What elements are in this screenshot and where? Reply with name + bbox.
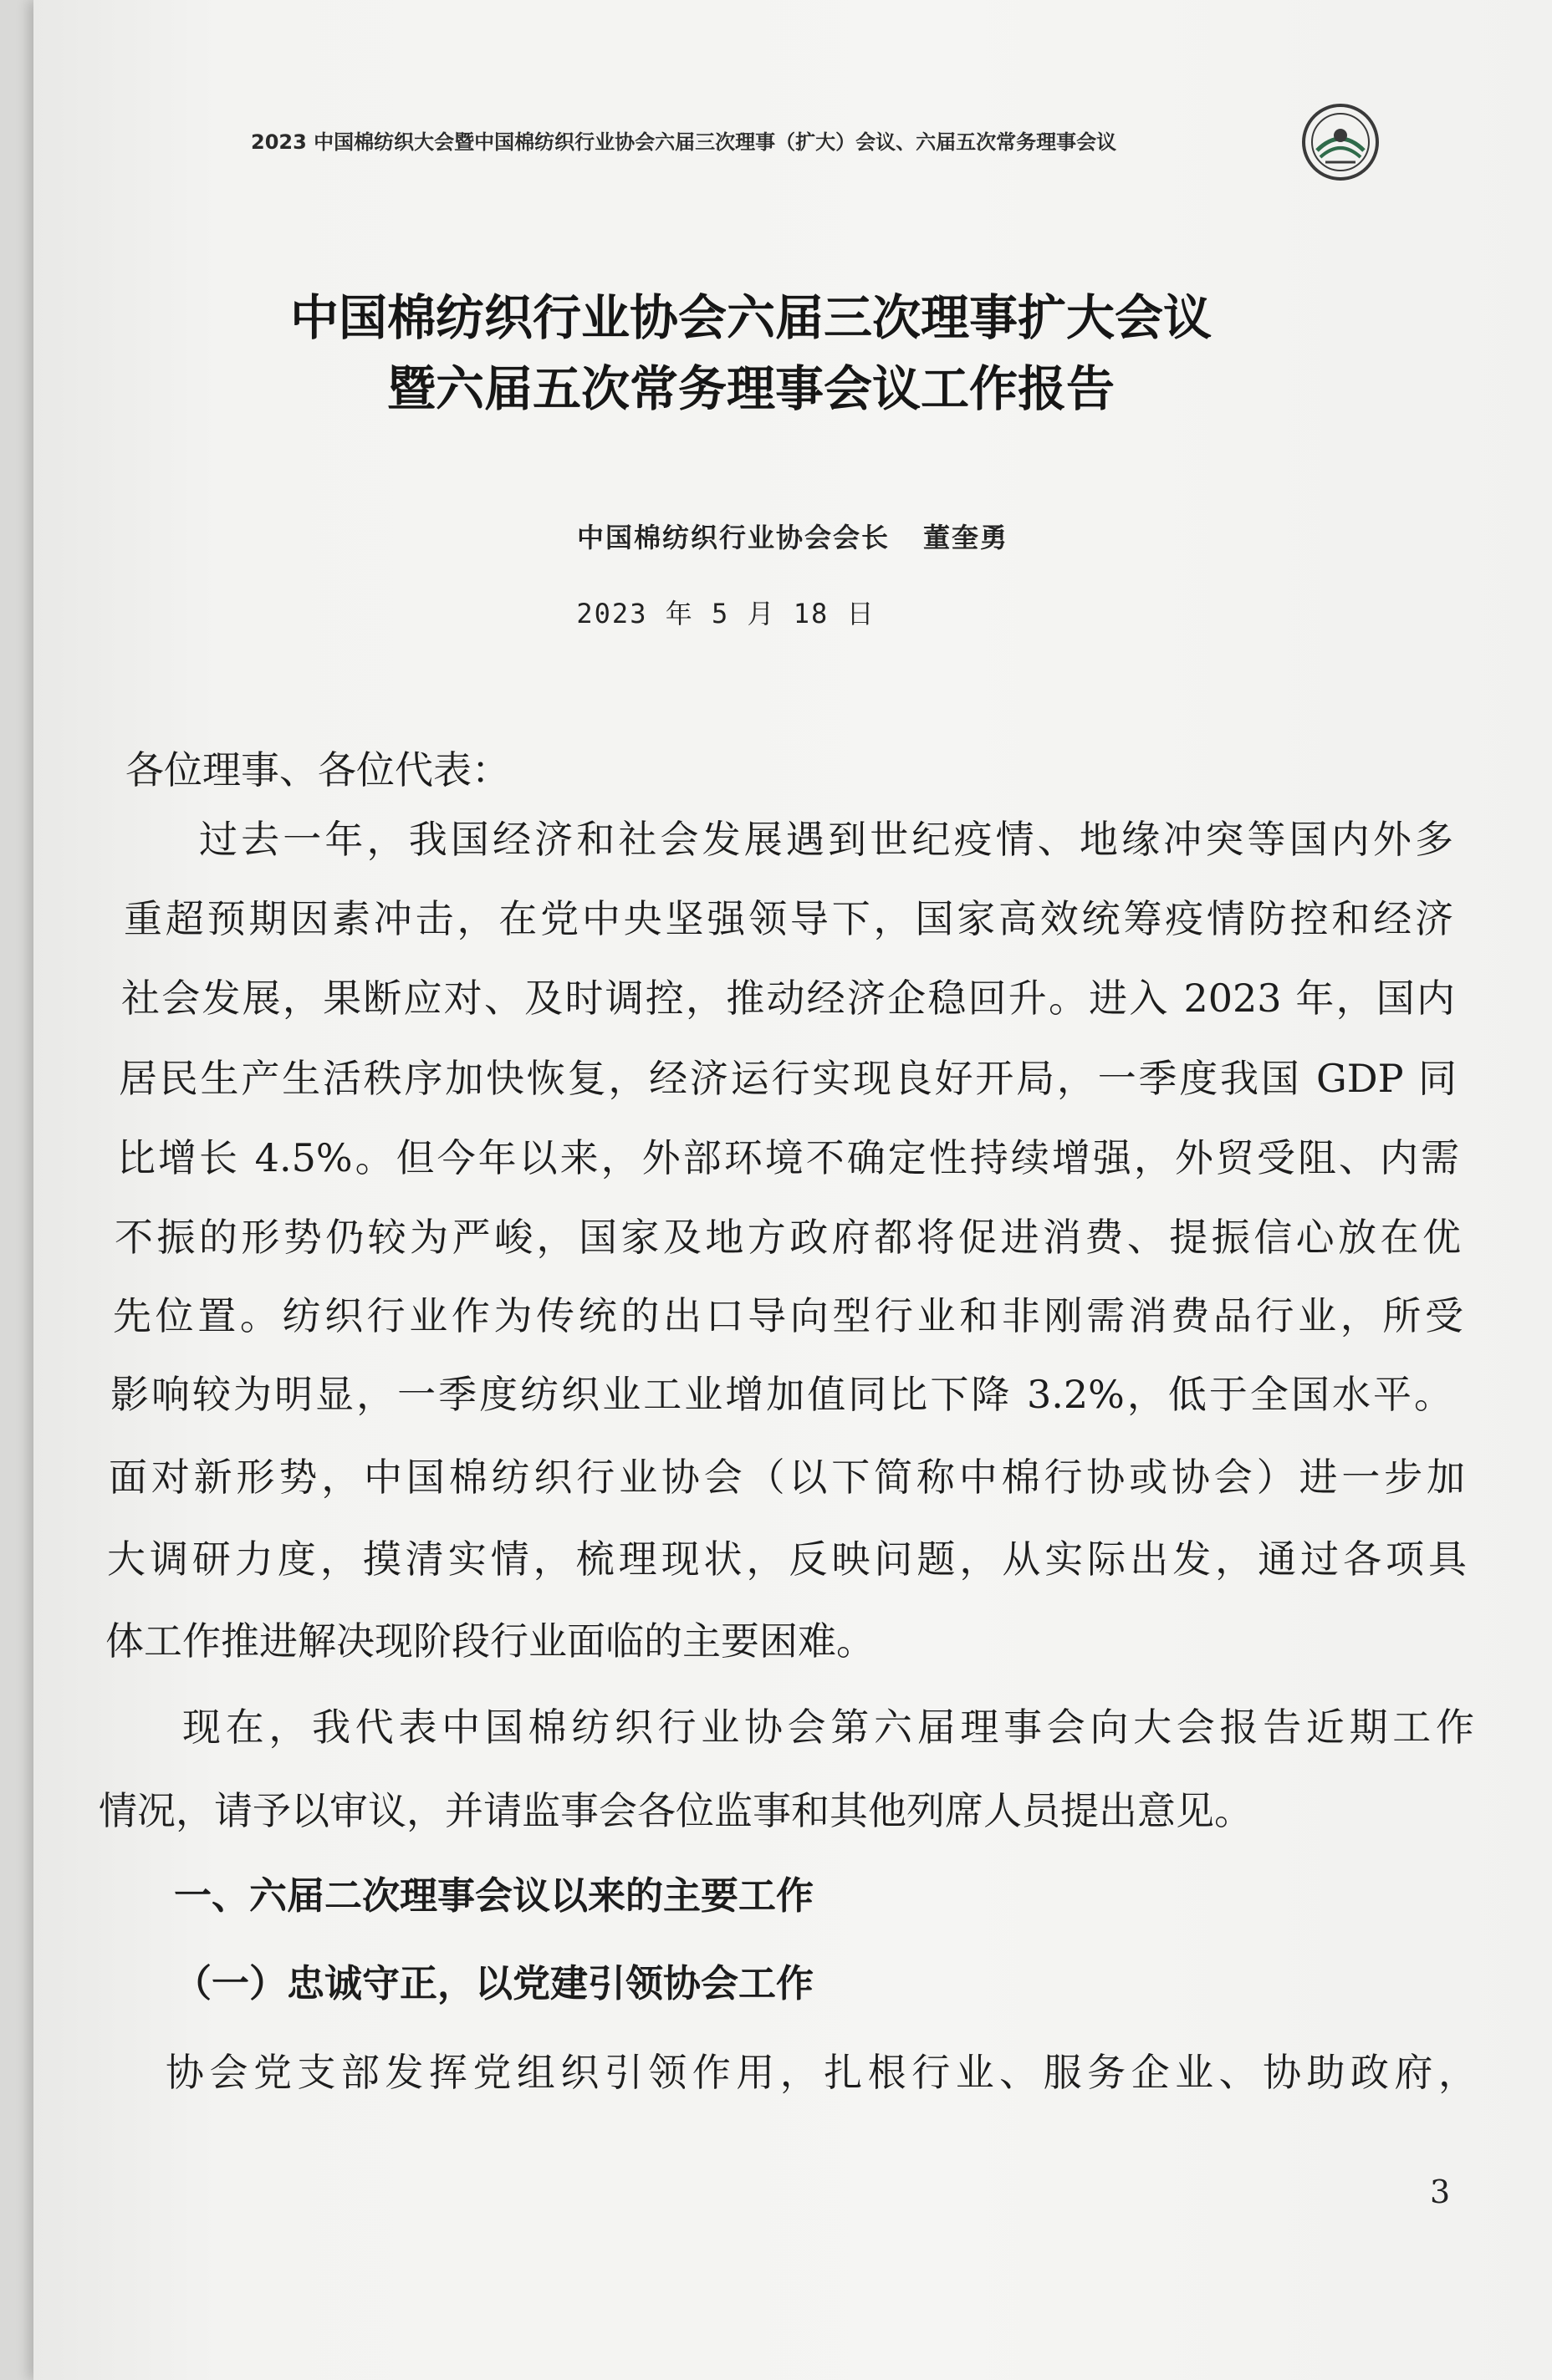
paragraph1-line-7: 先位置。纺织行业作为传统的出口导向型行业和非刚需消费品行业，所受 [113,1297,1463,1338]
paragraph1-line-11: 体工作推进解决现阶段行业面临的主要困难。 [105,1618,875,1664]
report-title-line-2: 暨六届五次常务理事会议工作报告 [386,360,1115,417]
paragraph1-line-3: 社会发展，果断应对、及时调控，推动经济企稳回升。进入 2023 年，国内 [121,979,1455,1021]
author-position: 中国棉纺织行业协会会长 [576,522,890,553]
paragraph1-line-1: 过去一年，我国经济和社会发展遇到世纪疫情、地缘冲突等国内外多 [199,820,1453,862]
author-name: 董奎勇 [923,522,1009,553]
paragraph2-line-1: 现在，我代表中国棉纺织行业协会第六届理事会向大会报告近期工作 [182,1708,1474,1750]
author-line [33,517,1552,555]
section-heading-1: 一、六届二次理事会议以来的主要工作 [174,1873,814,1918]
document-page [33,0,1552,2380]
association-logo-icon [1300,102,1381,182]
paragraph1-line-4: 居民生产生活秩序加快恢复，经济运行实现良好开局，一季度我国 GDP 同 [119,1059,1457,1101]
report-date: 2023 年 5 月 18 日 [576,598,876,629]
paragraph1-line-6: 不振的形势仍较为严峻，国家及地方政府都将促进消费、提振信心放在优 [115,1218,1461,1260]
page-number: 3 [1430,2174,1451,2210]
paragraph1-line-8: 影响较为明显，一季度纺织业工业增加值同比下降 3.2%，低于全国水平。 [110,1375,1452,1417]
paragraph1-line-10: 大调研力度，摸清实情，梳理现状，反映问题，从实际出发，通过各项具 [107,1540,1467,1582]
subsection-heading-1: （一）忠诚守正，以党建引领协会工作 [174,1961,814,2005]
paragraph1-line-2: 重超预期因素冲击，在党中央坚强领导下，国家高效统筹疫情防控和经济 [124,900,1453,941]
greeting: 各位理事、各位代表： [125,747,510,792]
paragraph2-line-2: 情况，请予以审议，并请监事会各位监事和其他列席人员提出意见。 [99,1788,1253,1833]
paragraph3-line-1: 协会党支部发挥党组织引领作用，扎根行业、服务企业、协助政府， [166,2053,1477,2095]
report-title-line-1: 中国棉纺织行业协会六届三次理事扩大会议 [289,289,1212,346]
running-header: 2023 中国棉纺织大会暨中国棉纺织行业协会六届三次理事（扩大）会议、六届五次常务理事会议 [251,130,1117,154]
paragraph1-line-9: 面对新形势，中国棉纺织行业协会（以下简称中棉行协或协会）进一步加 [109,1458,1465,1500]
paragraph1-line-5: 比增长 4.5%。但今年以来，外部环境不确定性持续增强，外贸受阻、内需 [117,1139,1459,1180]
